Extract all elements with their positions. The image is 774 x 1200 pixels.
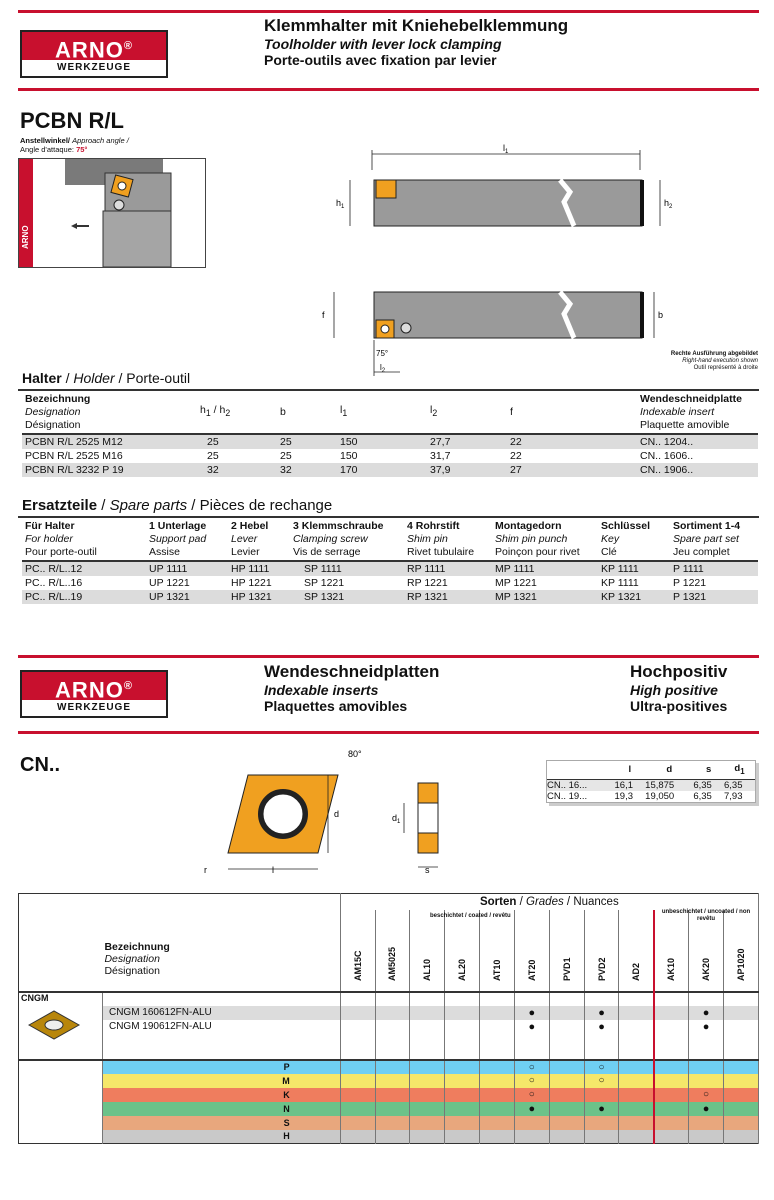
hdr-insert-en: Indexable insert: [640, 406, 715, 418]
spares-hdr-de: Für Halter: [25, 520, 75, 532]
holder-title: Halter / Holder / Porte-outil: [22, 370, 191, 386]
grade-mark: [445, 1006, 480, 1020]
spares-title-en: Spare parts: [109, 497, 188, 514]
grade-mark: [340, 1130, 375, 1144]
grade-mark: [480, 1102, 515, 1116]
grade-row: [19, 1020, 759, 1034]
spares-hdr-en: Key: [601, 533, 620, 545]
logo-sub: WERKZEUGE: [57, 62, 131, 73]
logo-reg: ®: [123, 680, 133, 692]
spares-hdr-fr: Assise: [149, 546, 180, 558]
arno-logo: [20, 30, 168, 78]
cngm-group-label: CNGM: [21, 992, 49, 1003]
grade-mark: [480, 1020, 515, 1034]
cn-row: CN.. 19... 19,3 19,050 6,35 7,93: [547, 790, 743, 802]
h1-label: $h_1$: [336, 198, 345, 210]
material-row: [19, 1060, 759, 1074]
grade-col-header: AL20: [445, 910, 480, 992]
cn-r: r: [204, 865, 207, 875]
grade-mark: ●: [514, 1102, 549, 1116]
spares-row: [22, 562, 758, 576]
product-title: PCBN R/L: [20, 108, 124, 133]
header2-fr: Plaquettes amovibles: [264, 698, 408, 714]
spares-col-header: [228, 519, 290, 560]
tool-svg: [33, 159, 205, 267]
spares-cell: UP 1111: [146, 562, 228, 576]
spares-cell: RP 1321: [404, 590, 492, 604]
header1: [264, 16, 568, 68]
grade-mark: [619, 1102, 654, 1116]
holder-title-en: Holder: [73, 370, 115, 386]
cn-row: CN.. 16... 16,1 15,875 6,35 6,35: [547, 780, 756, 791]
grade-mark: [654, 1088, 689, 1102]
spares-cell: MP 1221: [492, 576, 598, 590]
cn-s: s: [425, 865, 430, 875]
grade-mark: [514, 1116, 549, 1130]
grade-col-header: AT10: [480, 910, 515, 992]
hdr-b: b: [280, 406, 286, 418]
spares-cell: HP 1221: [228, 576, 290, 590]
grade-col-header: AK10: [654, 910, 689, 992]
grade-mark: [410, 1102, 445, 1116]
logo-brand: ARNO: [55, 37, 124, 63]
header1-fr: Porte-outils avec fixation par levier: [264, 52, 497, 68]
note-en: Right-hand execution shown: [682, 358, 758, 364]
spares-title-fr: Pièces de rechange: [199, 497, 333, 514]
grade-mark: [723, 1020, 758, 1034]
angle-fr: Angle d'attaque:: [20, 145, 74, 154]
mid-rule: [18, 655, 759, 658]
grade-mark: ●: [514, 1006, 549, 1020]
uncoated-label: unbeschichtet / uncoated / non revêtu: [661, 909, 751, 922]
spares-row: [22, 590, 758, 604]
material-row: [19, 1102, 759, 1116]
grade-mark: [375, 1116, 410, 1130]
cngm-group: [19, 992, 103, 1060]
holder-table: [22, 392, 758, 477]
grade-mark: [445, 1116, 480, 1130]
grade-mark: ○: [514, 1088, 549, 1102]
cn-d1: $d_1$: [392, 813, 401, 825]
spares-cell: PC.. R/L..12: [22, 562, 146, 576]
spares-cell: MP 1321: [492, 590, 598, 604]
spares-col-header: [22, 519, 146, 560]
header2-r-de: Hochpositiv: [630, 662, 728, 681]
spares-hdr-de: Montagedorn: [495, 520, 562, 532]
grade-mark: [723, 1088, 758, 1102]
desig-de: Bezeichnung: [104, 940, 170, 953]
hdr-insert-de: Wendeschneidplatte: [640, 393, 742, 405]
spares-hdr-de: 4 Rohrstift: [407, 520, 460, 532]
grade-mark: [619, 1116, 654, 1130]
grade-mark: [619, 1020, 654, 1034]
grade-mark: [480, 1130, 515, 1144]
header2: [264, 662, 439, 714]
grade-mark: [410, 1116, 445, 1130]
spares-table: [22, 519, 758, 604]
l1-label: $l_1$: [503, 143, 509, 155]
tool-illustration: [18, 158, 206, 268]
grade-mark: [723, 1060, 758, 1074]
grades-title-de: Sorten: [479, 895, 517, 908]
grade-mark: [619, 1088, 654, 1102]
grade-col-header: AD2: [619, 910, 654, 992]
grade-mark: [549, 1006, 584, 1020]
header2-right: [630, 662, 727, 714]
spares-cell: KP 1111: [598, 576, 670, 590]
grade-mark: [619, 1060, 654, 1074]
grade-col-header: PVD2: [584, 910, 619, 992]
grade-mark: [340, 1006, 375, 1020]
spares-cell: P 1221: [670, 576, 758, 590]
spares-hdr-fr: Levier: [231, 546, 260, 558]
spares-hdr-de: Sortiment 1-4: [673, 520, 741, 532]
grades-title-en: Grades: [526, 895, 564, 908]
holder-hdr-de: Bezeichnung: [25, 393, 91, 405]
desig-fr: Désignation: [104, 964, 160, 977]
grade-mark: [584, 1116, 619, 1130]
grade-mark: ○: [584, 1060, 619, 1074]
grade-mark: [723, 1102, 758, 1116]
grade-mark: ●: [514, 1020, 549, 1034]
grades-table: [18, 893, 759, 1144]
grade-mark: [340, 1116, 375, 1130]
spares-cell: PC.. R/L..19: [22, 590, 146, 604]
cn-hdr-l: l: [628, 764, 632, 776]
spares-cell: MP 1111: [492, 562, 598, 576]
cngm-insert-image: [21, 1007, 87, 1043]
cn-title: CN..: [20, 754, 60, 776]
spares-hdr-fr: Vis de serrage: [293, 546, 361, 558]
grade-mark: ●: [689, 1102, 724, 1116]
spares-hdr-de: 3 Klemmschraube: [293, 520, 384, 532]
grade-mark: ○: [584, 1074, 619, 1088]
spares-cell: RP 1221: [404, 576, 492, 590]
grade-mark: [375, 1060, 410, 1074]
material-row: [19, 1116, 759, 1130]
cn-angle: 80°: [348, 749, 362, 759]
grade-row-name: CNGM 190612FN-ALU: [102, 1020, 340, 1034]
cn-l: l: [272, 865, 274, 875]
holder-hdr-fr: Désignation: [25, 419, 81, 431]
grade-mark: [723, 1006, 758, 1020]
grade-mark: [340, 1060, 375, 1074]
header-rule: [18, 88, 759, 91]
spares-hdr-de: Schlüssel: [601, 520, 651, 532]
grade-mark: [375, 1088, 410, 1102]
grade-mark: ●: [689, 1020, 724, 1034]
material-row: [19, 1074, 759, 1088]
angle-en: Approach angle /: [72, 136, 129, 145]
grade-mark: [480, 1088, 515, 1102]
side-text: ARNO: [21, 225, 30, 249]
spares-hdr-fr: Pour porte-outil: [25, 546, 97, 558]
angle-value: 75°: [76, 145, 88, 154]
header2-r-fr: Ultra-positives: [630, 698, 728, 714]
grade-col-header: AM5025: [375, 910, 410, 992]
grade-mark: [375, 1130, 410, 1144]
spares-cell: PC.. R/L..16: [22, 576, 146, 590]
cn-hdr-s: s: [706, 764, 712, 776]
execution-note: [671, 351, 758, 372]
spares-hdr-en: Spare part set: [673, 533, 739, 545]
spares-cell: P 1111: [670, 562, 758, 576]
cn-dim-table: [546, 760, 756, 803]
grade-mark: [654, 1116, 689, 1130]
grade-mark: [445, 1060, 480, 1074]
grade-mark: [480, 1116, 515, 1130]
grade-mark: ○: [689, 1088, 724, 1102]
grade-mark: [723, 1116, 758, 1130]
grade-mark: ●: [584, 1006, 619, 1020]
header2-rule: [18, 731, 759, 734]
logo-brand: ARNO: [55, 677, 124, 703]
note-fr: Outil représenté à droite: [693, 365, 758, 371]
grade-mark: [654, 1102, 689, 1116]
grade-col-header: AM15C: [340, 910, 375, 992]
grade-mark: [445, 1088, 480, 1102]
grade-col-header: PVD1: [549, 910, 584, 992]
l2-label: $l_2$: [380, 363, 386, 374]
grade-mark: [410, 1060, 445, 1074]
material-code: P: [102, 1060, 340, 1074]
grade-mark: [410, 1074, 445, 1088]
spares-hdr-fr: Jeu complet: [673, 546, 730, 558]
grade-mark: ●: [689, 1006, 724, 1020]
spares-cell: SP 1321: [290, 590, 404, 604]
cn-d: d: [334, 809, 340, 819]
grade-mark: [689, 1060, 724, 1074]
cn-hdr-d1: $d_1$: [734, 763, 745, 777]
spares-hdr-en: Support pad: [149, 533, 207, 545]
grade-mark: [584, 1130, 619, 1144]
grade-mark: [689, 1130, 724, 1144]
spares-col-header: [598, 519, 670, 560]
holder-header-row: [22, 392, 758, 433]
grade-mark: [654, 1130, 689, 1144]
spares-cell: SP 1111: [290, 562, 404, 576]
angle-label: 75°: [376, 349, 389, 358]
spares-hdr-fr: Clé: [601, 546, 617, 558]
grade-mark: [340, 1088, 375, 1102]
grade-mark: [445, 1074, 480, 1088]
grade-mark: [619, 1130, 654, 1144]
grade-mark: [445, 1020, 480, 1034]
header2-de: Wendeschneidplatten: [264, 662, 440, 681]
grade-col-header: AP1020: [723, 910, 758, 992]
spares-col-header: [492, 519, 598, 560]
holder-drawing: [320, 140, 770, 380]
grade-mark: [375, 1102, 410, 1116]
grade-col-header: AT20: [514, 910, 549, 992]
cn-insert-drawing: [200, 745, 460, 885]
grade-mark: [654, 1074, 689, 1088]
grade-mark: [480, 1074, 515, 1088]
spares-hdr-en: Shim pin: [407, 533, 448, 545]
grade-mark: [340, 1074, 375, 1088]
grade-mark: [445, 1130, 480, 1144]
spares-cell: RP 1111: [404, 562, 492, 576]
grade-mark: [480, 1060, 515, 1074]
hdr-l1: $l_1$: [340, 404, 348, 419]
grade-mark: [654, 1060, 689, 1074]
arno-logo-2: [20, 670, 168, 718]
grade-mark: ○: [514, 1074, 549, 1088]
spares-hdr-en: For holder: [25, 533, 73, 545]
material-code: S: [102, 1116, 340, 1130]
grade-mark: [340, 1020, 375, 1034]
spares-row: [22, 576, 758, 590]
grade-col-header: AL10: [410, 910, 445, 992]
grades-title: Sorten / Grades / Nuances: [340, 894, 758, 910]
grade-mark: [619, 1074, 654, 1088]
spares-header-row: [22, 519, 758, 560]
grade-mark: [654, 1020, 689, 1034]
grade-mark: [619, 1006, 654, 1020]
holder-title-fr: Porte-outil: [126, 370, 191, 386]
material-code: M: [102, 1074, 340, 1088]
spares-title: Ersatzteile / Spare parts / Pièces de rechange: [22, 497, 333, 514]
holder-row: PCBN R/L 2525 M12 25 25 150 27,7 22 CN.. 1204..: [22, 435, 758, 449]
grade-mark: [549, 1116, 584, 1130]
grade-row-name: CNGM 160612FN-ALU: [102, 1006, 340, 1020]
desig-en: Designation: [104, 952, 160, 965]
angle-de: Anstellwinkel/: [20, 136, 71, 145]
material-code: N: [102, 1102, 340, 1116]
grade-mark: [723, 1130, 758, 1144]
grade-mark: [410, 1088, 445, 1102]
grade-mark: ●: [584, 1102, 619, 1116]
spares-cell: KP 1111: [598, 562, 670, 576]
spares-cell: KP 1321: [598, 590, 670, 604]
spares-rule: [18, 516, 759, 518]
holder-row: PCBN R/L 2525 M16 25 25 150 31,7 22 CN.. 1606..: [22, 449, 758, 463]
grade-mark: [375, 1006, 410, 1020]
holder-title-de: Halter: [22, 370, 62, 386]
spares-col-header: [670, 519, 758, 560]
b-label: b: [658, 310, 664, 320]
spares-title-de: Ersatzteile: [22, 497, 98, 514]
designation-header: [102, 894, 340, 992]
cn-hdr-d: d: [666, 764, 673, 776]
side-strip: [19, 159, 33, 267]
top-rule: [18, 10, 759, 13]
spares-hdr-de: 1 Unterlage: [149, 520, 207, 532]
material-row: [19, 1088, 759, 1102]
spares-cell: P 1321: [670, 590, 758, 604]
grade-mark: [723, 1074, 758, 1088]
spares-cell: HP 1321: [228, 590, 290, 604]
header2-en: Indexable inserts: [264, 682, 379, 698]
grade-mark: ○: [514, 1060, 549, 1074]
header2-r-en: High positive: [630, 682, 718, 698]
spares-hdr-fr: Poinçon pour rivet: [495, 546, 580, 558]
logo-reg: ®: [123, 40, 133, 52]
header1-de: Klemmhalter mit Kniehebelklemmung: [264, 16, 569, 35]
grade-mark: [689, 1116, 724, 1130]
grade-mark: [410, 1020, 445, 1034]
grade-mark: [584, 1088, 619, 1102]
grade-mark: [410, 1006, 445, 1020]
material-code: H: [102, 1130, 340, 1144]
spares-hdr-en: Clamping screw: [293, 533, 368, 545]
hdr-l2: $l_2$: [430, 404, 438, 419]
grade-mark: ●: [584, 1020, 619, 1034]
spares-cell: UP 1321: [146, 590, 228, 604]
grade-mark: [549, 1130, 584, 1144]
approach-angle: [20, 136, 129, 154]
grades-title-fr: Nuances: [573, 895, 619, 908]
grade-mark: [445, 1102, 480, 1116]
grade-row: [19, 1006, 759, 1020]
grade-mark: [549, 1088, 584, 1102]
logo-sub: WERKZEUGE: [57, 702, 131, 713]
grade-mark: [549, 1060, 584, 1074]
grade-mark: [549, 1020, 584, 1034]
spares-cell: HP 1111: [228, 562, 290, 576]
grade-mark: [375, 1074, 410, 1088]
spares-hdr-fr: Rivet tubulaire: [407, 546, 475, 558]
grade-mark: [410, 1130, 445, 1144]
grade-mark: [514, 1130, 549, 1144]
holder-row: PCBN R/L 3232 P 19 32 32 170 37,9 27 CN.. 1906..: [22, 463, 758, 477]
hdr-insert-fr: Plaquette amovible: [640, 419, 730, 431]
spares-cell: SP 1221: [290, 576, 404, 590]
material-row: [19, 1130, 759, 1144]
spares-col-header: [290, 519, 404, 560]
holder-hdr-en: Designation: [25, 406, 81, 418]
grade-mark: [375, 1020, 410, 1034]
spares-hdr-de: 2 Hebel: [231, 520, 269, 532]
hdr-h1h2: $h_1 / h_2$: [200, 404, 231, 419]
material-code: K: [102, 1088, 340, 1102]
hdr-f: f: [510, 406, 513, 418]
grade-mark: [654, 1006, 689, 1020]
spares-hdr-en: Shim pin punch: [495, 533, 568, 545]
spares-col-header: [404, 519, 492, 560]
grade-col-header: AK20: [689, 910, 724, 992]
spares-hdr-en: Lever: [231, 533, 258, 545]
grade-mark: [480, 1006, 515, 1020]
h2-label: $h_2$: [664, 198, 673, 210]
header1-en: Toolholder with lever lock clamping: [264, 36, 502, 52]
grade-mark: [689, 1074, 724, 1088]
spares-col-header: [146, 519, 228, 560]
holder-rule: [18, 389, 759, 391]
f-label: f: [322, 310, 325, 320]
grade-mark: [549, 1074, 584, 1088]
grade-mark: [340, 1102, 375, 1116]
spares-cell: UP 1221: [146, 576, 228, 590]
note-de: Rechte Ausführung abgebildet: [670, 351, 758, 357]
grade-mark: [549, 1102, 584, 1116]
coated-label: beschichtet / coated / revêtu: [430, 913, 511, 919]
